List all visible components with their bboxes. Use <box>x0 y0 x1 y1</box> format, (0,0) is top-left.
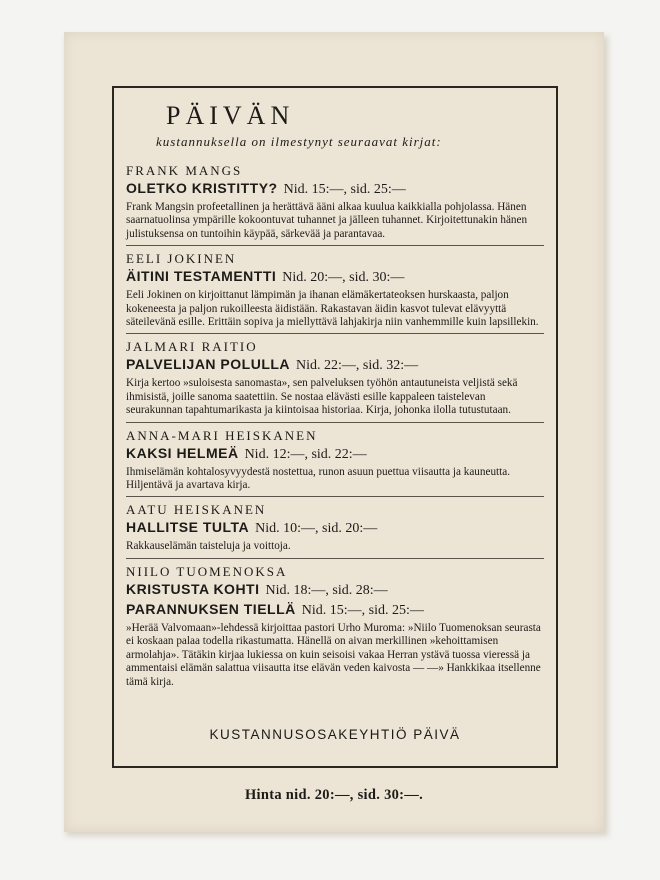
book-title-line <box>126 179 544 199</box>
book-entry <box>126 428 544 498</box>
book-price: Nid. 12:—, sid. 22:— <box>244 446 367 462</box>
book-description: Eeli Jokinen on kirjoittanut lämpimän ja ihanan elämäkertateoksen hurskaasta, paljon kokeneesta ja paljon rukoilleesta äidistään. Rakastavan äidin kasvot tulevat elävyyttä säteilevänä esille. Erittäin sopiva ja miellyttävä lahjakirja niin vanhemmille kuin lapsillekin. <box>126 289 544 334</box>
book-price: Nid. 22:—, sid. 32:— <box>296 358 419 374</box>
publisher-headline: PÄIVÄN <box>166 101 295 130</box>
book-price: Nid. 15:—, sid. 25:— <box>283 182 406 197</box>
advertisement-frame <box>112 86 558 768</box>
book-title: KRISTUSTA KOHTI <box>126 580 260 597</box>
book-title-line <box>126 518 544 538</box>
book-entry <box>126 339 544 422</box>
book-title: KAKSI HELMEÄ <box>126 444 239 461</box>
book-title-line <box>126 355 544 375</box>
book-price: Nid. 10:—, sid. 20:— <box>255 521 378 537</box>
book-author: ANNA-MARI HEISKANEN <box>126 427 318 443</box>
book-author: AATU HEISKANEN <box>126 502 267 518</box>
book-description: Frank Mangsin profeetallinen ja herättävä ääni alkaa kuulua kaikkialla pohjolassa. Hänen saarnatuolinsa ympärille kokoontuvat tuhannet ja jälleen tuhannet. Kirjoitettunakin hänen julistuksensa on tuntoihin käypää, särkevää ja parantavaa. <box>126 201 544 246</box>
book-title: OLETKO KRISTITTY? <box>126 180 278 196</box>
book-title: ÄITINI TESTAMENTTI <box>126 268 277 285</box>
ad-subtitle: kustannuksella on ilmestynyt seuraavat kirjat: <box>156 134 442 149</box>
book-description: »Herää Valvomaan»-lehdessä kirjoittaa pastori Urho Muroma: »Niilo Tuomenoksan seurasta ei koskaan palaa todella rikastumatta. Hänellä on aivan merkillinen »kehoittamisen armolahja». Tätäkin kirjaa lukiessa on kuin seisoisi vakaa Herran ystävä tuossa vieressä ja ammentaisi elämän salattua viisautta itse elävän veden kaivosta — —» Hankkikaa itsellenne tämä kirja. <box>126 621 541 688</box>
book-title: PALVELIJAN POLULLA <box>126 356 291 373</box>
book-title-line <box>126 600 544 620</box>
book-author: FRANK MANGS <box>126 163 243 178</box>
book-back-cover <box>64 32 604 832</box>
book-author: EELI JOKINEN <box>126 251 237 267</box>
book-title: PARANNUKSEN TIELLÄ <box>126 600 296 617</box>
book-entry <box>126 564 544 693</box>
book-entry <box>126 251 544 334</box>
book-price: Nid. 18:—, sid. 28:— <box>265 582 388 598</box>
book-title-line <box>126 267 544 287</box>
book-author: NIILO TUOMENOKSA <box>126 563 288 579</box>
ad-header <box>114 88 556 150</box>
book-list <box>114 150 556 693</box>
book-description: Rakkauselämän taisteluja ja voittoja. <box>126 540 544 558</box>
book-title-line <box>126 444 544 464</box>
book-author: JALMARI RAITIO <box>126 339 258 355</box>
publisher-name: KUSTANNUSOSAKEYHTIÖ PÄIVÄ <box>209 727 461 742</box>
book-title: HALLITSE TULTA <box>126 519 250 536</box>
book-entry <box>126 502 544 558</box>
book-entry <box>126 163 544 246</box>
book-description: Kirja kertoo »suloisesta sanomasta», sen palveluksen työhön antautuneista veljistä sekä ihmisistä, joille sanoma saatettiin. Se nostaa elävästi esille kappaleen taistelevan seurakunnan tapahtumarikasta ja kiintoisaa historiaa. Kirja, johonka ilolla tutustutaan. <box>126 377 544 422</box>
cover-price: Hinta nid. 20:—, sid. 30:—. <box>244 787 424 803</box>
book-description: Ihmiselämän kohtalosyvyydestä nostettua, runon asuun puettua viisautta ja kauneutta. Hiljentävä ja avartava kirja. <box>126 466 544 498</box>
book-price: Nid. 20:—, sid. 30:— <box>282 270 405 286</box>
book-title-line <box>126 580 544 600</box>
book-price: Nid. 15:—, sid. 25:— <box>301 602 424 618</box>
